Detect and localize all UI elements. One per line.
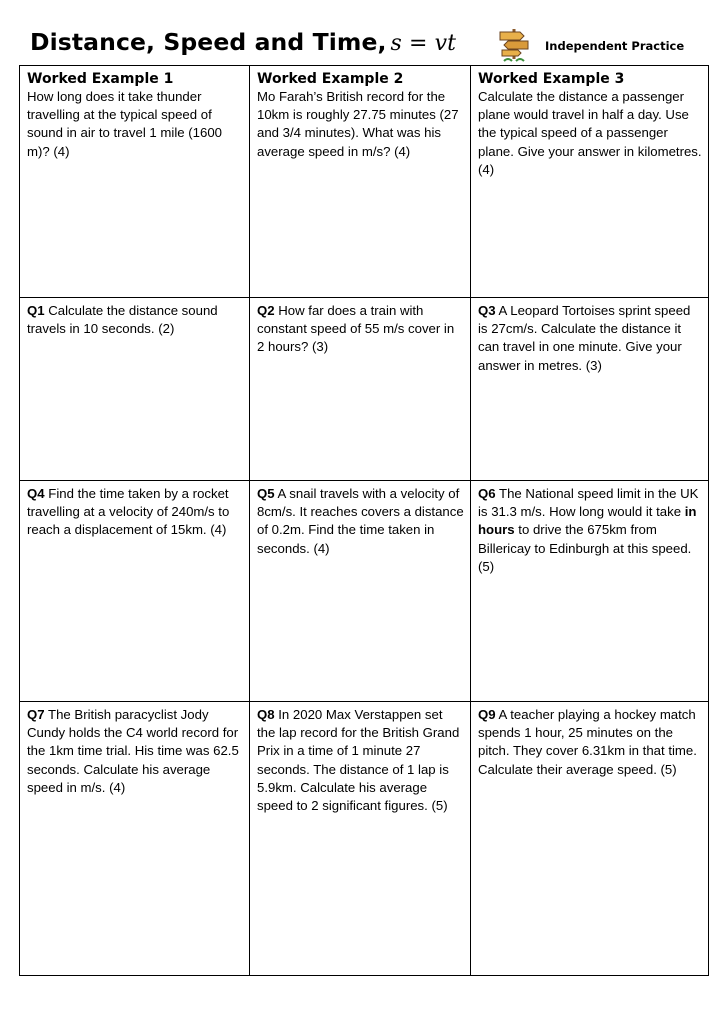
question-number: Q7 [27, 707, 45, 722]
worked-example-text: Calculate the distance a passenger plane would travel in half a day. Use the typical speed of a passenger plane. Give your answer in kilometres. (4) [478, 89, 702, 177]
question-number: Q1 [27, 303, 45, 318]
question-emphasis: in hours [478, 504, 697, 538]
worked-example-heading: Worked Example 2 [257, 71, 404, 87]
worked-example-1 [20, 66, 249, 161]
question-text: The British paracyclist Jody Cundy holds the C4 world record for the 1km time trial. His time was 62.5 seconds. Calculate his average speed in m/s. (4) [27, 707, 239, 795]
worked-example-3 [471, 66, 708, 179]
question-text: The National speed limit in the UK is 31.3 m/s. How long would it take [478, 486, 699, 520]
worked-example-text: How long does it take thunder travelling at the typical speed of sound in air to travel 1 mile (1600 m)? (4) [27, 89, 222, 159]
question-text: In 2020 Max Verstappen set the lap record for the British Grand Prix in a time of 1 minute 27 seconds. The distance of 1 lap is 5.9km. Calculate his average speed to 2 significant figures. (5) [257, 707, 460, 814]
question-text: A snail travels with a velocity of 8cm/s. It reaches covers a distance of 0.2m. Find the time taken in seconds. (4) [257, 486, 464, 556]
worked-example-2 [250, 66, 470, 161]
question-text: A Leopard Tortoises sprint speed is 27cm/s. Calculate the distance it can travel in one minute. Give your answer in metres. (3) [478, 303, 691, 373]
worked-example-text: Mo Farah’s British record for the 10km is roughly 27.75 minutes (27 and 3/4 minutes). What was his average speed in m/s? (4) [257, 89, 459, 159]
question-text: to drive the 675km from Billericay to Edinburgh at this speed. (5) [478, 522, 692, 574]
question-6 [471, 481, 708, 576]
question-number: Q6 [478, 486, 496, 501]
question-number: Q3 [478, 303, 496, 318]
question-number: Q5 [257, 486, 275, 501]
question-number: Q8 [257, 707, 275, 722]
worked-example-heading: Worked Example 1 [27, 71, 174, 87]
question-number: Q2 [257, 303, 275, 318]
independent-practice-label: Independent Practice [545, 39, 685, 53]
question-3 [471, 298, 708, 375]
signpost-icon [496, 26, 532, 62]
question-9 [471, 702, 708, 779]
question-2 [250, 298, 470, 357]
question-text: How far does a train with constant speed of 55 m/s cover in 2 hours? (3) [257, 303, 455, 355]
page-header [30, 26, 710, 62]
question-1 [20, 298, 249, 338]
question-5 [250, 481, 470, 558]
question-text: A teacher playing a hockey match spends 1 hour, 25 minutes on the pitch. They cover 6.31km in that time. Calculate their average speed. (5) [478, 707, 697, 777]
question-text: Find the time taken by a rocket travelling at a velocity of 240m/s to reach a displacement of 15km. (4) [27, 486, 230, 538]
question-4 [20, 481, 249, 540]
page-title [30, 28, 456, 56]
worked-example-heading: Worked Example 3 [478, 71, 625, 87]
title-text: Distance, Speed and Time, [30, 28, 387, 56]
formula: s = vt [390, 31, 457, 56]
question-7 [20, 702, 249, 797]
question-grid [19, 65, 709, 976]
question-number: Q9 [478, 707, 496, 722]
question-number: Q4 [27, 486, 45, 501]
question-8 [250, 702, 470, 815]
question-text: Calculate the distance sound travels in 10 seconds. (2) [27, 303, 218, 337]
